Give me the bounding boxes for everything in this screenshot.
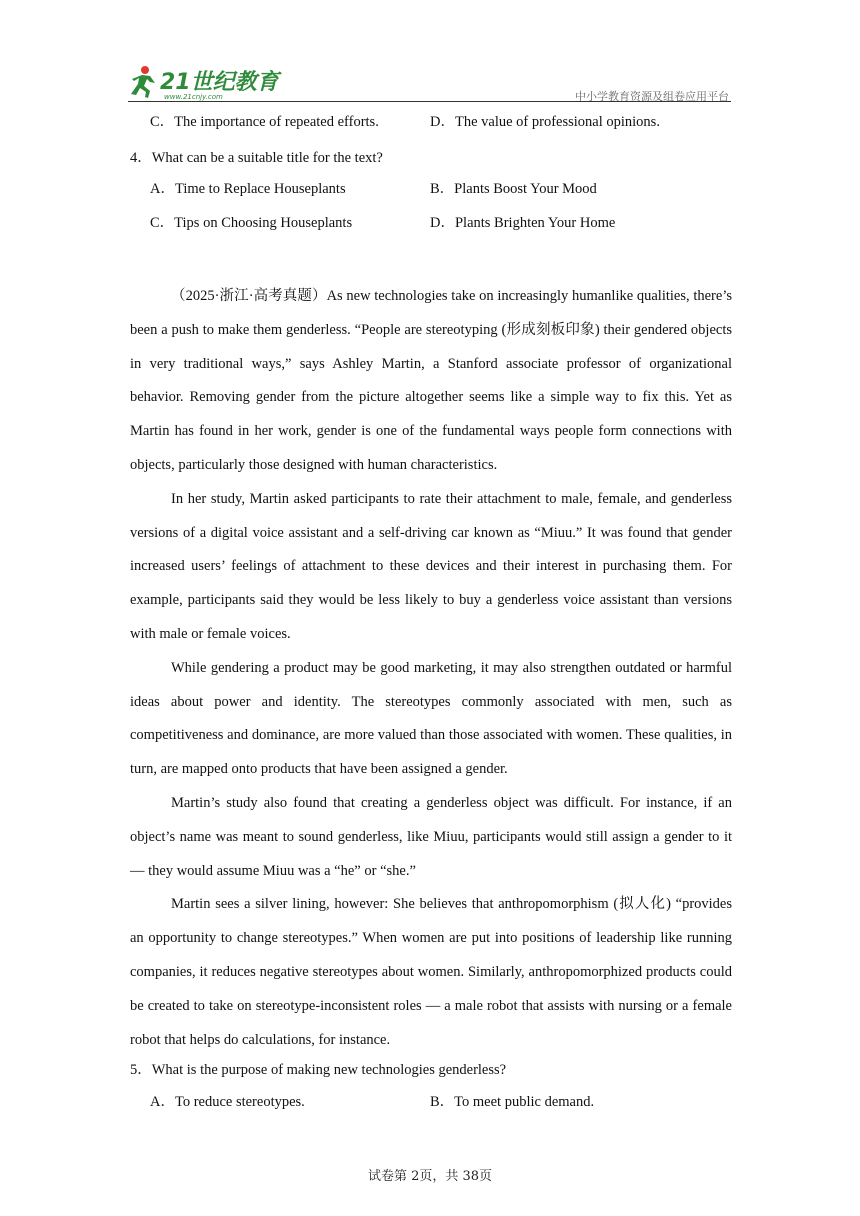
q4-option-a: A．Time to Replace Houseplants (150, 181, 346, 197)
passage-paragraph: Martin sees a silver lining, however: She believes that anthropomorphism (拟人化) “provides an opportunity to change stereotypes.” When women are put into positions of leadership like running companies, it reduces negative stereotypes about women. Similarly, anthropomorphized products could be created to take on stereotype-inconsistent roles — a male robot that assists with nursing or a female robot that helps do calculations, for instance. (130, 896, 732, 1048)
q3-option-c: C．The importance of repeated efforts. (150, 114, 379, 130)
q4-stem: 4．What can be a suitable title for the text? (130, 150, 383, 166)
q5-option-a: A．To reduce stereotypes. (150, 1094, 305, 1110)
passage-paragraph: While gendering a product may be good marketing, it may also strengthen outdated or harmful ideas about power and identity. The stereotypes commonly associated with men, such as competitiveness and dominance, are more valued than those associated with women. These qualities, in turn, are mapped onto products that have been assigned a gender. (130, 659, 732, 778)
logo (128, 62, 288, 102)
logo-url: www.21cnjy.com (164, 93, 223, 101)
running-figure-icon (131, 66, 155, 98)
page-footer: 试卷第 2页，共 38页 (367, 1169, 493, 1184)
q4-option-c: C．Tips on Choosing Houseplants (150, 215, 353, 231)
q5-option-b: B．To meet public demand. (430, 1094, 595, 1110)
q5-stem: 5．What is the purpose of making new technologies genderless? (130, 1062, 507, 1078)
reading-passage (130, 280, 732, 1057)
q4-option-b: B．Plants Boost Your Mood (430, 181, 597, 197)
platform-name: 中小学教育资源及组卷应用平台 (575, 90, 729, 103)
q4-option-d: D．Plants Brighten Your Home (430, 215, 616, 231)
page-header (128, 62, 731, 104)
passage-paragraph: （2025·浙江·高考真题）As new technologies take on increasingly humanlike qualities, there’s been a push to make them genderless. “People are stereotyping (形成刻板印象) their gendered objects in very traditional ways,” says Ashley Martin, a Stanford associate professor of organizational behavior. Removing gender from the picture altogether seems like a simple way to fix this. Yet as Martin has found in her work, gender is one of the fundamental ways people form connections with objects, particularly those designed with human characteristics. (130, 288, 732, 473)
header-divider (128, 101, 731, 102)
passage-paragraph: Martin’s study also found that creating a genderless object was difficult. For instance, if an object’s name was meant to sound genderless, like Miuu, participants would still assign a gender to it — they would assume Miuu was a “he” or “she.” (130, 794, 732, 879)
logo-text: 21世纪教育 (160, 70, 279, 95)
passage-paragraph: In her study, Martin asked participants to rate their attachment to male, female, and genderless versions of a digital voice assistant and a self-driving car known as “Miuu.” It was found that gender increased users’ feelings of attachment to these devices and their interest in purchasing them. For example, participants said they would be less likely to buy a genderless voice assistant than versions with male or female voices. (130, 490, 732, 642)
q3-option-d: D．The value of professional opinions. (430, 114, 660, 130)
